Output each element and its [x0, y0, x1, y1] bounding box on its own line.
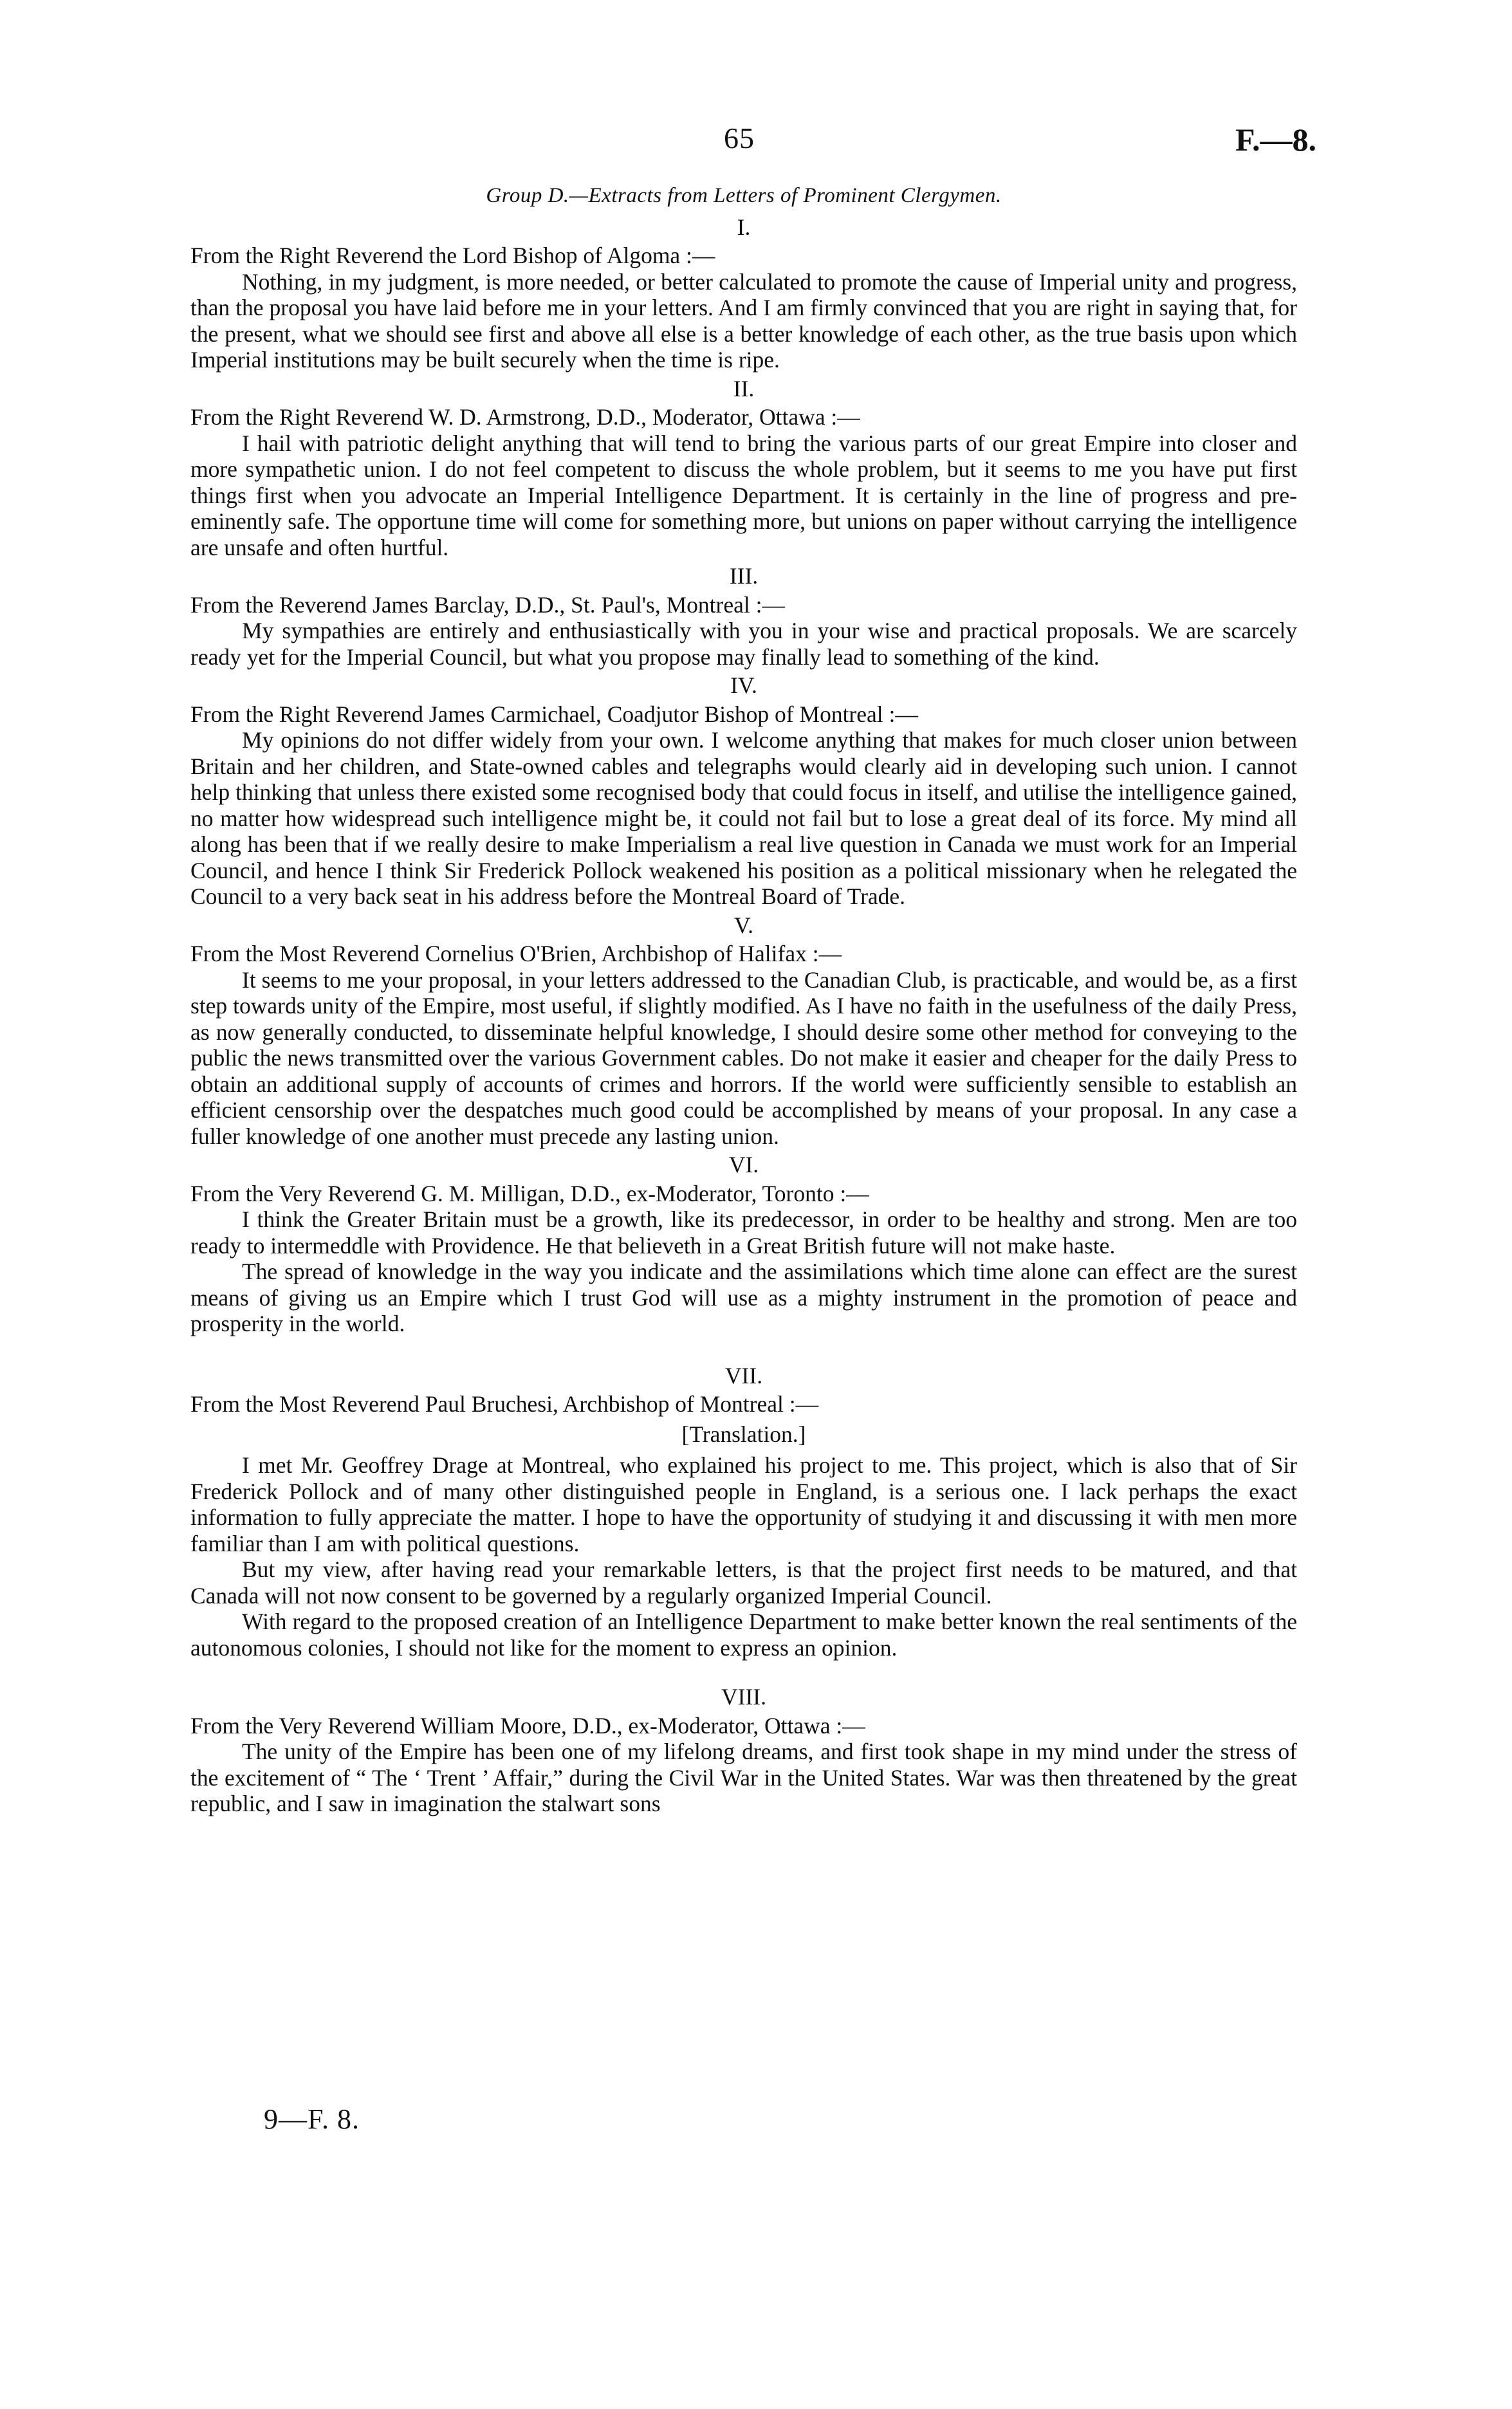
letter-section-1: [190, 214, 1297, 373]
group-title: Group D.—Extracts from Letters of Prominent Clergymen.: [486, 184, 1002, 207]
from-line: From the Right Reverend W. D. Armstrong, D.D., Moderator, Ottawa :—: [190, 404, 860, 430]
letter-paragraph: My opinions do not differ widely from your own. I welcome anything that makes for much closer union between Britain and her children, and State-owned cables and telegraphs would clearly aid in developing such union. I cannot help thinking that unless there existed some recognised body that could focus in itself, and utilise the intelligence gained, no matter how widespread such intelligence might be, it could not fail but to lose a great deal of its force. My mind all along has been that if we really desire to make Imperialism a real live question in Canada we must work for an Imperial Council, and hence I think Sir Frederick Pollock weakened his position as a political missionary when he relegated the Council to a very back seat in his address before the Montreal Board of Trade.: [190, 727, 1297, 909]
signature-reference: 9—F. 8.: [264, 2103, 360, 2135]
from-line: From the Right Reverend James Carmichael, Coadjutor Bishop of Montreal :—: [190, 701, 918, 727]
page-content: [190, 183, 1297, 1817]
section-numeral: VIII.: [721, 1684, 766, 1710]
from-line: From the Very Reverend G. M. Milligan, D.D., ex-Moderator, Toronto :—: [190, 1180, 869, 1206]
section-numeral: III.: [729, 563, 759, 589]
letter-section-2: [190, 376, 1297, 561]
section-numeral: V.: [734, 912, 753, 938]
letter-paragraph: With regard to the proposed creation of an Intelligence Department to make better known the real sentiments of the autonomous colonies, I should not like for the moment to express an opinion.: [190, 1609, 1297, 1661]
letter-paragraph: The unity of the Empire has been one of my lifelong dreams, and first took shape in my mind under the stress of the excitement of “ The ‘ Trent ’ Affair,” during the Civil War in the United States. War was then threatened by the great republic, and I saw in imagination the stalwart sons: [190, 1739, 1297, 1816]
letter-paragraph: I met Mr. Geoffrey Drage at Montreal, who explained his project to me. This project, which is also that of Sir Frederick Pollock and of many other distinguished people in England, is a serious one. I lack perhaps the exact information to fully appreciate the matter. I hope to have the opportunity of studying it and discussing it with men more familiar than I am with political questions.: [190, 1452, 1297, 1556]
letter-paragraph: My sympathies are entirely and enthusiastically with you in your wise and practical proposals. We are scarcely ready yet for the Imperial Council, but what you propose may finally lead to something of the kind.: [190, 618, 1297, 670]
from-line: From the Very Reverend William Moore, D.D., ex-Moderator, Ottawa :—: [190, 1712, 865, 1739]
from-line: From the Most Reverend Paul Bruchesi, Archbishop of Montreal :—: [190, 1391, 819, 1417]
section-numeral: VII.: [724, 1362, 763, 1389]
letter-paragraph: I hail with patriotic delight anything that will tend to bring the various parts of our great Empire into closer and more sympathetic union. I do not feel competent to discuss the whole problem, but it seems to me you have put first things first when you advocate an Imperial Intelligence Department. It is certainly in the line of progress and pre-eminently safe. The opportune time will come for something more, but unions on paper without carrying the intelligence are unsafe and often hurtful.: [190, 430, 1297, 560]
letter-section-6: [190, 1152, 1297, 1337]
letter-section-3: [190, 563, 1297, 670]
section-numeral: I.: [737, 214, 751, 240]
letter-section-7: [190, 1363, 1297, 1661]
letter-section-4: [190, 672, 1297, 910]
document-reference: F.—8.: [1235, 122, 1316, 158]
section-numeral: IV.: [730, 672, 757, 698]
letter-section-8: [190, 1684, 1297, 1817]
section-numeral: VI.: [728, 1152, 759, 1177]
letter-paragraph: I think the Greater Britain must be a growth, like its predecessor, in order to be healthy and strong. Men are too ready to intermeddle with Providence. He that believeth in a Great British future will not make haste.: [190, 1206, 1297, 1259]
from-line: From the Right Reverend the Lord Bishop of Algoma :—: [190, 243, 715, 268]
letter-section-5: [190, 912, 1297, 1150]
section-numeral: II.: [733, 375, 755, 402]
from-line: From the Reverend James Barclay, D.D., St. Paul's, Montreal :—: [190, 591, 785, 618]
letter-paragraph: It seems to me your proposal, in your letters addressed to the Canadian Club, is practicable, and would be, as a first step towards unity of the Empire, most useful, if slightly modified. As I have no faith in the usefulness of the daily Press, as now generally conducted, to disseminate helpful knowledge, I should desire some other method for conveying to the public the news transmitted over the various Government cables. Do not make it easier and cheaper for the daily Press to obtain an additional supply of accounts of crimes and horrors. If the world were sufficiently sensible to establish an efficient censorship over the despatches much good could be accomplished by means of your proposal. In any case a fuller knowledge of one another must precede any lasting union.: [190, 966, 1297, 1149]
letter-paragraph: Nothing, in my judgment, is more needed, or better calculated to promote the cause of Imperial unity and progress, than the proposal you have laid before me in your letters. And I am firmly convinced that you are right in saying that, for the present, what we should see first and above all else is a better knowledge of each other, as the true basis upon which Imperial institutions may be built securely when the time is ripe.: [190, 268, 1297, 373]
letter-paragraph: The spread of knowledge in the way you indicate and the assimilations which time alone can effect are the surest means of giving us an Empire which I trust God will use as a mighty instrument in the promotion of peace and prosperity in the world.: [190, 1259, 1297, 1336]
from-line: From the Most Reverend Cornelius O'Brien, Archbishop of Halifax :—: [190, 941, 842, 966]
letter-paragraph: But my view, after having read your remarkable letters, is that the project first needs to be matured, and that Canada will not now consent to be governed by a regularly organized Imperial Council.: [190, 1556, 1297, 1609]
translation-note: [Translation.]: [681, 1421, 806, 1447]
page-number: 65: [724, 122, 755, 154]
